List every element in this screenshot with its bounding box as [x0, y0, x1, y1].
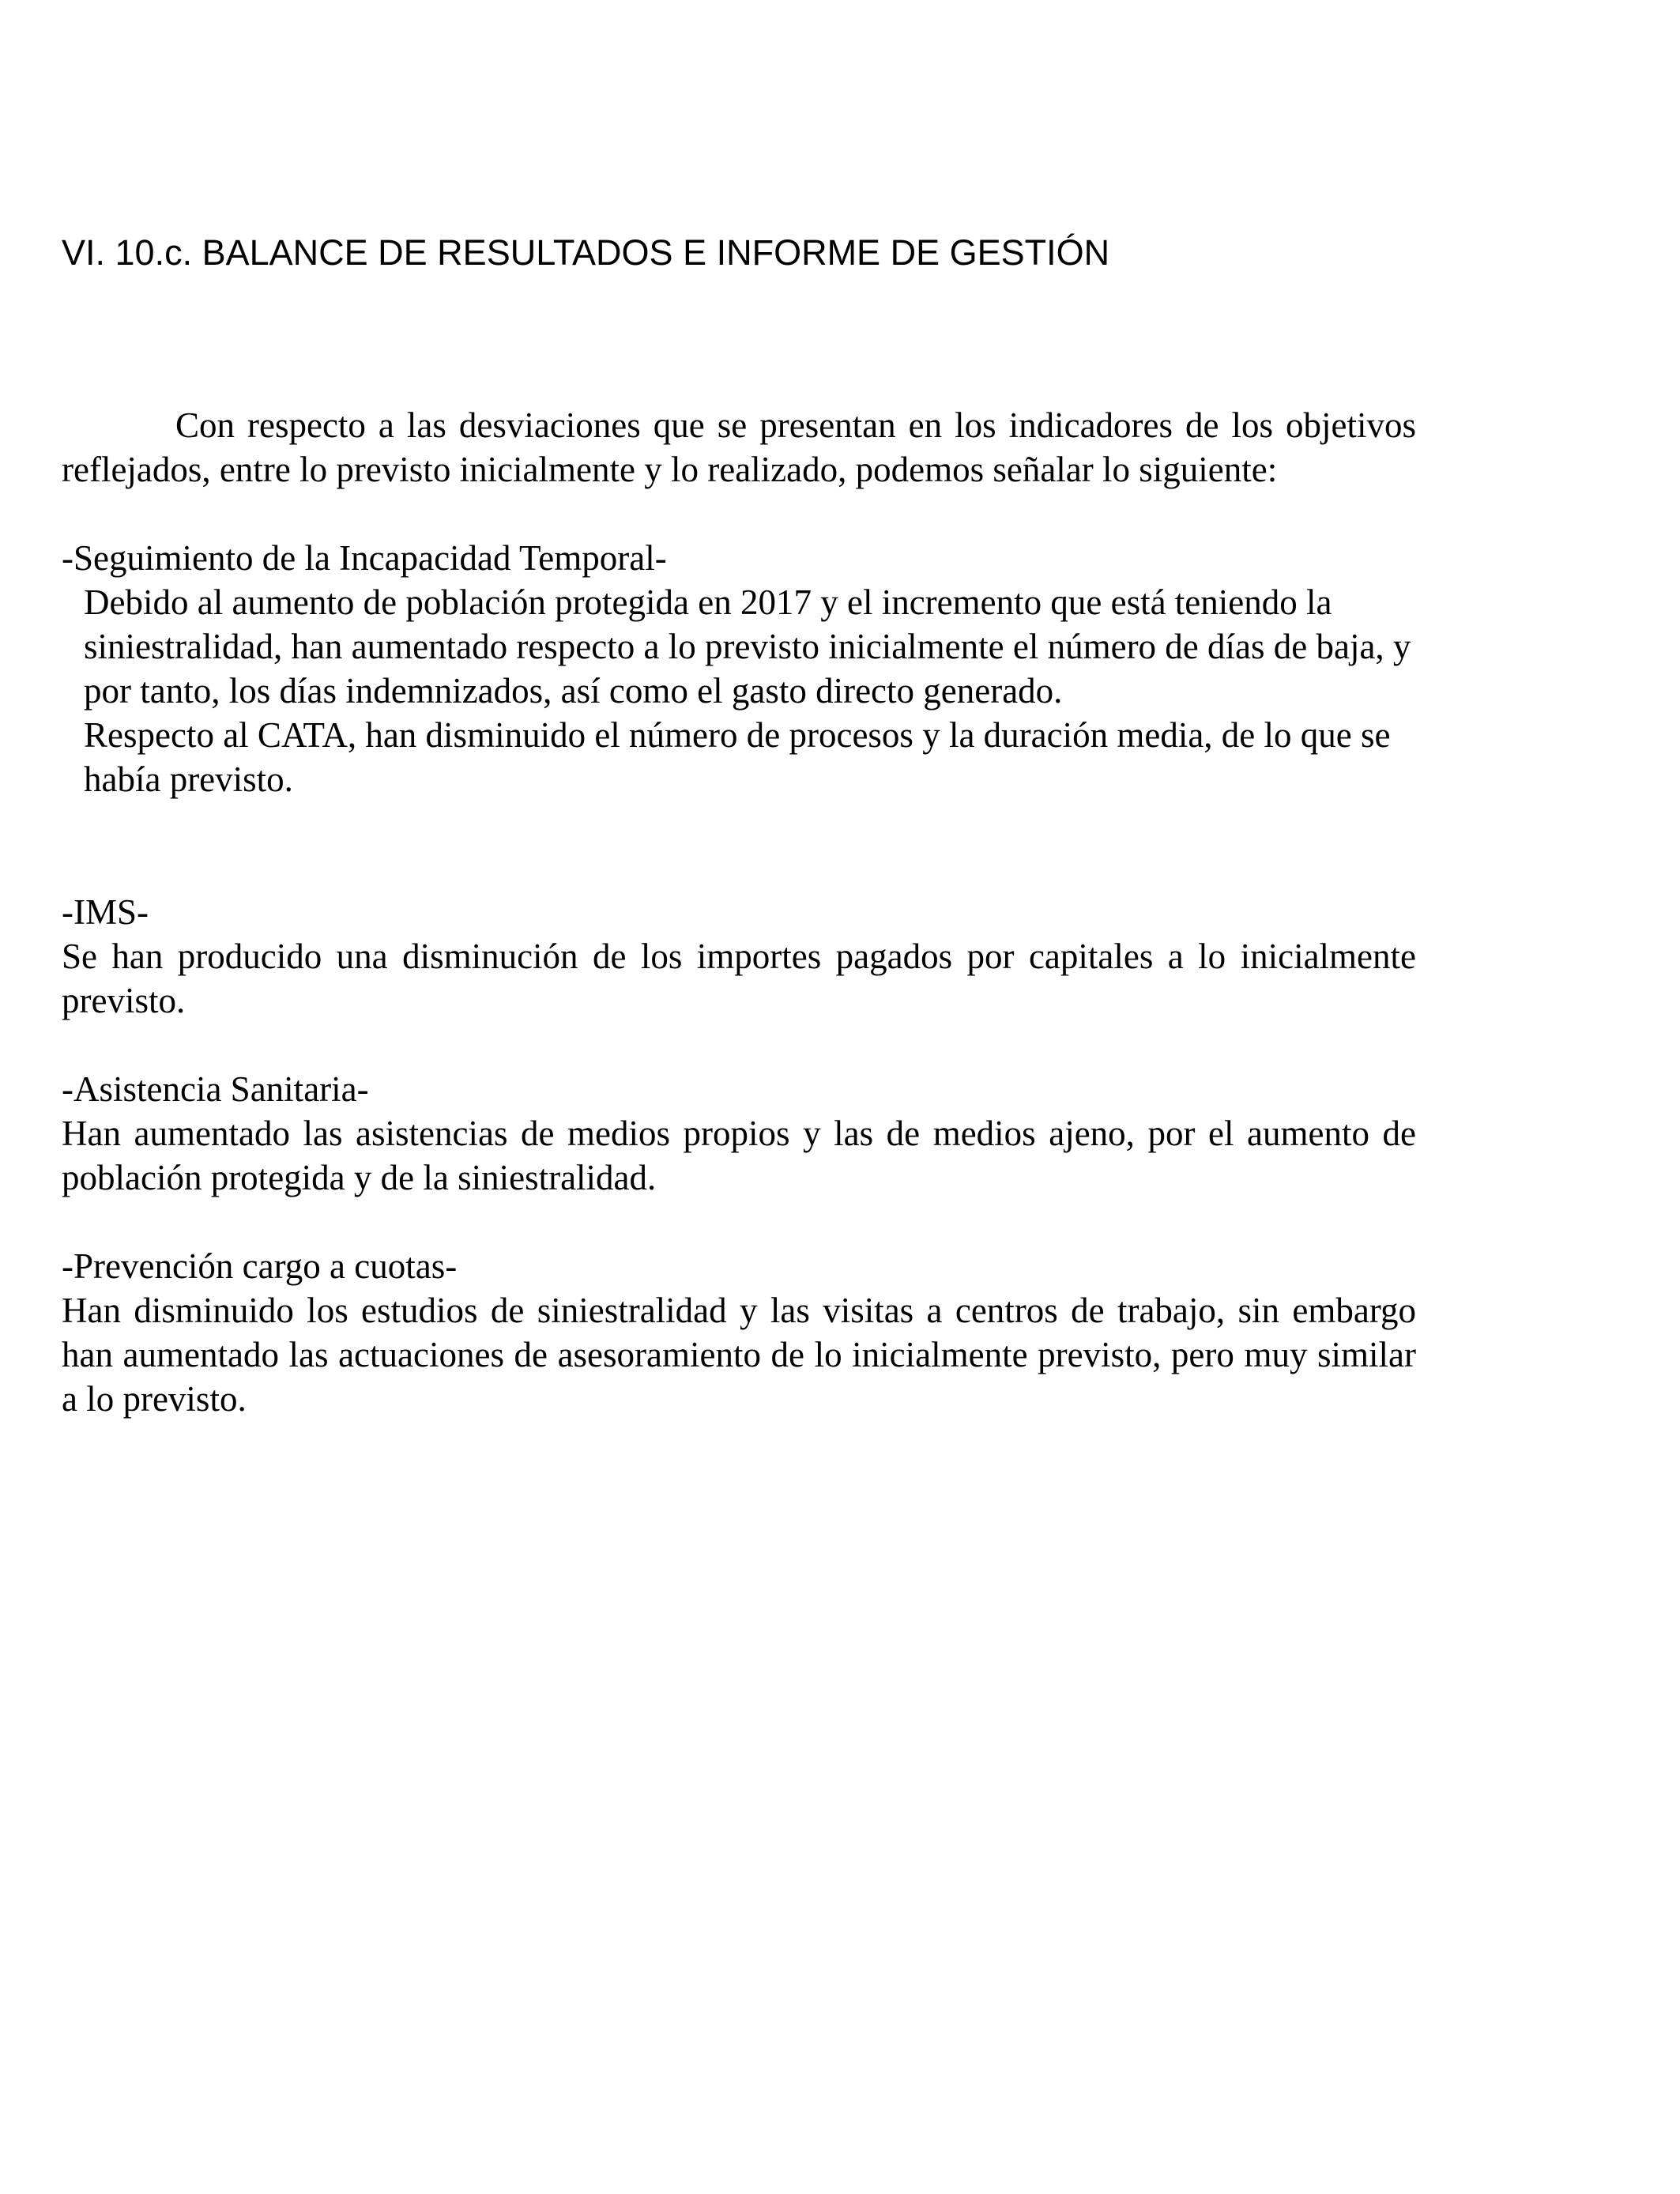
section-paragraph-incapacidad-temporal-1: Debido al aumento de población protegida en 2017 y el incremento que está teniendo la siniestralidad, han aumentado respecto a lo previsto inicialmente el número de días de baja, y por tanto, los días indemnizados, así como el gasto directo generado.: [84, 582, 1411, 711]
section-paragraph-prevencion-cuotas: Han disminuido los estudios de siniestralidad y las visitas a centros de trabajo, sin embargo han aumentado las actuaciones de asesoramiento de lo inicialmente previsto, pero muy similar a lo previsto.: [62, 1291, 1416, 1419]
section-title-asistencia-sanitaria: -Asistencia Sanitaria-: [62, 1069, 369, 1109]
section-paragraph-ims: Se han producido una disminución de los importes pagados por capitales a lo inicialmente previsto.: [62, 937, 1416, 1020]
page-title: VI. 10.c. BALANCE DE RESULTADOS E INFORME DE GESTIÓN: [62, 232, 1110, 273]
section-title-incapacidad-temporal: -Seguimiento de la Incapacidad Temporal-: [62, 538, 667, 578]
section-title-ims: -IMS-: [62, 892, 149, 932]
spacer: [62, 801, 1416, 890]
intro-paragraph: Con respecto a las desviaciones que se presentan en los indicadores de los objetivos reflejados, entre lo previsto inicialmente y lo realizado, podemos señalar lo siguiente:: [62, 405, 1416, 489]
spacer: [62, 492, 1416, 536]
section-paragraph-incapacidad-temporal-2: Respecto al CATA, han disminuido el número de procesos y la duración media, de lo que se había previsto.: [84, 715, 1391, 799]
section-paragraph-asistencia-sanitaria: Han aumentado las asistencias de medios propios y las de medios ajeno, por el aumento de población protegida y de la siniestralidad.: [62, 1114, 1416, 1197]
spacer: [62, 1200, 1416, 1244]
section-title-prevencion-cuotas: -Prevención cargo a cuotas-: [62, 1246, 458, 1286]
spacer: [62, 1023, 1416, 1067]
document-body: [62, 403, 1416, 1421]
